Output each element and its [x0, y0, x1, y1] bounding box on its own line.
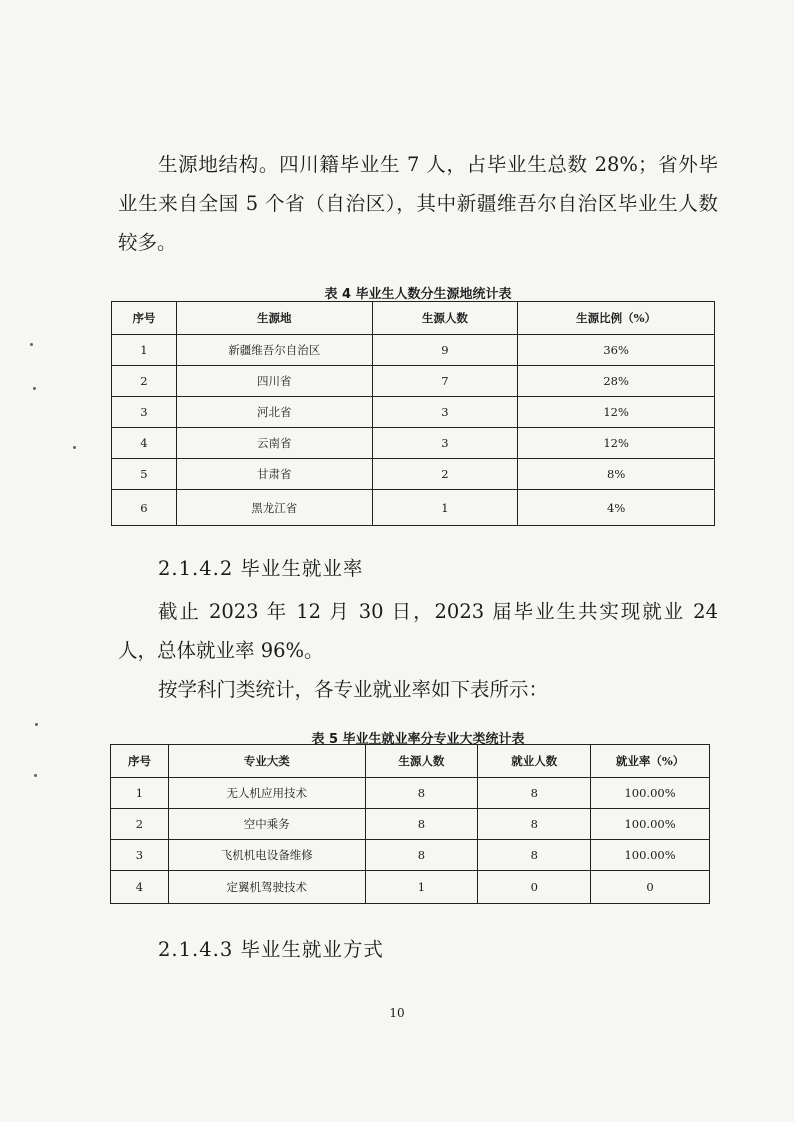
- table-cell: 0: [478, 871, 591, 904]
- table-by-origin: [111, 301, 715, 526]
- paragraph-by-discipline: 按学科门类统计，各专业就业率如下表所示：: [158, 678, 549, 701]
- table-cell: 4%: [518, 490, 715, 526]
- table-cell: 甘肃省: [176, 459, 372, 490]
- table-cell: 河北省: [176, 397, 372, 428]
- paragraph-source-structure: 生源地结构。四川籍毕业生 7 人，占毕业生总数 28%；省外毕业生来自全国 5 个省（自治区），其中新疆维吾尔自治区毕业生人数较多。: [118, 153, 718, 254]
- section-heading-employment-rate: 2.1.4.2 毕业生就业率: [158, 557, 364, 580]
- table-cell: 100.00%: [591, 840, 710, 871]
- scan-speck: [35, 723, 38, 726]
- table-row: [112, 335, 715, 366]
- table-row: [112, 490, 715, 526]
- header-cell: 就业率（%）: [591, 745, 710, 778]
- header-cell: 生源比例（%）: [518, 302, 715, 335]
- table5-caption: 表 5 毕业生就业率分专业大类统计表: [311, 732, 525, 747]
- table-cell: 3: [111, 840, 169, 871]
- table-row: [112, 459, 715, 490]
- table-cell: 8: [478, 809, 591, 840]
- table-cell: 飞机机电设备维修: [168, 840, 365, 871]
- table-cell: 8: [365, 809, 478, 840]
- header-cell: 序号: [112, 302, 177, 335]
- table-row: [112, 366, 715, 397]
- table-cell: 新疆维吾尔自治区: [176, 335, 372, 366]
- table-cell: 8%: [518, 459, 715, 490]
- table-cell: 8: [478, 778, 591, 809]
- table-cell: 1: [112, 335, 177, 366]
- scan-speck: [33, 387, 36, 390]
- table-by-major: [110, 744, 710, 904]
- header-cell: 序号: [111, 745, 169, 778]
- scan-speck: [73, 446, 76, 449]
- table-cell: 3: [372, 397, 518, 428]
- table-cell: 28%: [518, 366, 715, 397]
- table-cell: 8: [365, 778, 478, 809]
- table-cell: 8: [478, 840, 591, 871]
- table-cell: 0: [591, 871, 710, 904]
- table-cell: 9: [372, 335, 518, 366]
- table-cell: 1: [365, 871, 478, 904]
- table-cell: 3: [112, 397, 177, 428]
- page-number: 10: [389, 1006, 405, 1020]
- table-cell: 6: [112, 490, 177, 526]
- table-cell: 2: [372, 459, 518, 490]
- table-cell: 定翼机驾驶技术: [168, 871, 365, 904]
- table-row: [111, 840, 710, 871]
- table-row: [112, 428, 715, 459]
- table-row: [111, 871, 710, 904]
- table-cell: 8: [365, 840, 478, 871]
- table-cell: 无人机应用技术: [168, 778, 365, 809]
- table-cell: 1: [372, 490, 518, 526]
- table-cell: 3: [372, 428, 518, 459]
- table-cell: 5: [112, 459, 177, 490]
- table-cell: 黑龙江省: [176, 490, 372, 526]
- header-cell: 生源人数: [372, 302, 518, 335]
- scan-speck: [34, 774, 37, 777]
- header-cell: 生源人数: [365, 745, 478, 778]
- table-cell: 7: [372, 366, 518, 397]
- paragraph-employment-rate: 截止 2023 年 12 月 30 日，2023 届毕业生共实现就业 24 人，总体就业率 96%。: [118, 600, 718, 662]
- table-cell: 12%: [518, 428, 715, 459]
- table-cell: 1: [111, 778, 169, 809]
- table-cell: 100.00%: [591, 809, 710, 840]
- table4-caption: 表 4 毕业生人数分生源地统计表: [324, 287, 512, 302]
- header-cell: 专业大类: [168, 745, 365, 778]
- table-cell: 4: [112, 428, 177, 459]
- table-row: [112, 397, 715, 428]
- table-cell: 四川省: [176, 366, 372, 397]
- scan-speck: [30, 343, 33, 346]
- table-cell: 空中乘务: [168, 809, 365, 840]
- table-cell: 4: [111, 871, 169, 904]
- table-header-row: [111, 745, 710, 778]
- table-row: [111, 778, 710, 809]
- table-cell: 云南省: [176, 428, 372, 459]
- table-row: [111, 809, 710, 840]
- table-cell: 36%: [518, 335, 715, 366]
- table-cell: 2: [112, 366, 177, 397]
- header-cell: 生源地: [176, 302, 372, 335]
- header-cell: 就业人数: [478, 745, 591, 778]
- table-cell: 100.00%: [591, 778, 710, 809]
- table-header-row: [112, 302, 715, 335]
- table-cell: 2: [111, 809, 169, 840]
- table-cell: 12%: [518, 397, 715, 428]
- section-heading-employment-mode: 2.1.4.3 毕业生就业方式: [158, 938, 384, 961]
